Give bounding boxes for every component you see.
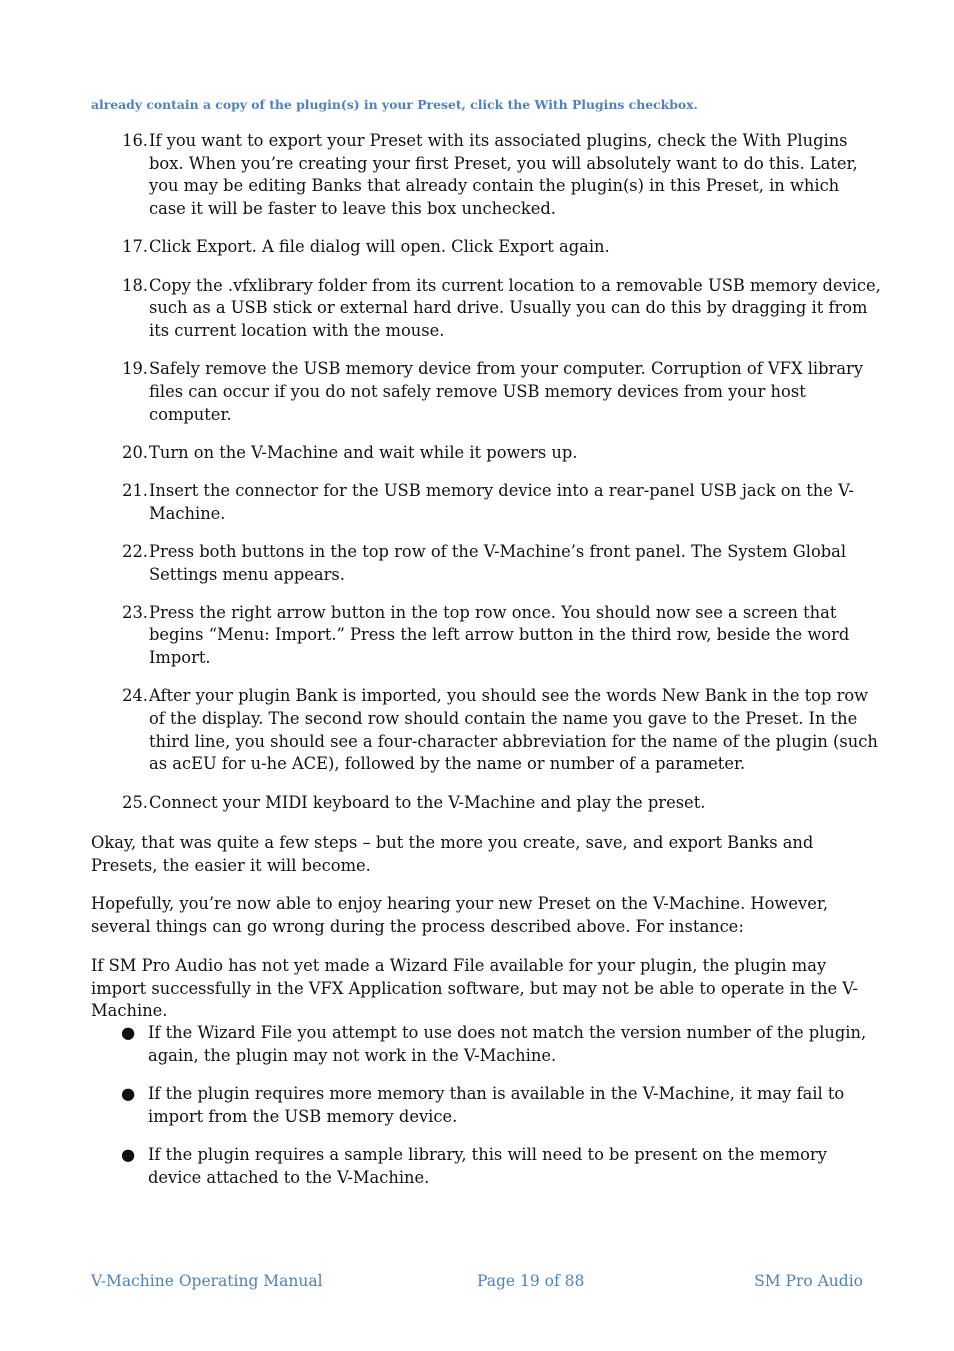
step-text: After your plugin Bank is imported, you should see the words New Bank in the top row of the display. The second row should contain the name you gave to the Preset. In the third line, you should see a four-character abbreviation for the name of the plugin (such as acEU for u-he ACE), followed by the name or number of a parameter. [149, 686, 878, 774]
step-text: Press both buttons in the top row of the V-Machine’s front panel. The System Global Settings menu appears. [149, 541, 847, 584]
list-item [91, 541, 881, 586]
footer-page-number: Page 19 of 88 [477, 1272, 585, 1290]
step-number: 24. [122, 686, 148, 706]
numbered-steps-list [91, 130, 881, 830]
bullet-list [91, 1022, 881, 1205]
bullet-text: If the Wizard File you attempt to use does not match the version number of the plugin, again, the plugin may not work in the V-Machine. [148, 1023, 867, 1065]
list-item [91, 442, 881, 465]
list-item [91, 602, 881, 670]
bullet-icon: ● [121, 1083, 136, 1103]
step-number: 17. [122, 237, 148, 257]
step-text: Connect your MIDI keyboard to the V-Machine and play the preset. [149, 792, 706, 812]
step-number: 16. [122, 131, 148, 150]
list-item [91, 236, 881, 259]
step-number: 23. [122, 602, 148, 622]
step-text: Safely remove the USB memory device from your computer. Corruption of VFX library files can occur if you do not safely remove USB memory devices from your host computer. [149, 359, 864, 424]
step-number: 21. [122, 480, 148, 500]
body-paragraphs [91, 832, 881, 1039]
step-text: Press the right arrow button in the top row once. You should now see a screen that begins “Menu: Import.” Press the left arrow button in the third row, beside the word Import. [149, 602, 850, 668]
bullet-text: If the plugin requires more memory than is available in the V-Machine, it may fail to import from the USB memory device. [148, 1083, 845, 1126]
footer-manual-title: V-Machine Operating Manual [91, 1272, 323, 1290]
page-footer [91, 1272, 863, 1294]
list-item [91, 275, 881, 343]
step-number: 22. [122, 541, 148, 561]
step-number: 20. [122, 442, 148, 462]
paragraph: If SM Pro Audio has not yet made a Wizard File available for your plugin, the plugin may import successfully in the VFX Application software, but may not be able to operate in the V-Machine. [91, 955, 859, 1021]
list-item [91, 130, 881, 221]
step-number: 25. [122, 792, 148, 812]
list-item [91, 1022, 881, 1067]
paragraph: Okay, that was quite a few steps – but the more you create, save, and export Banks and Presets, the easier it will become. [91, 833, 814, 875]
paragraph: Hopefully, you’re now able to enjoy hearing your new Preset on the V-Machine. However, several things can go wrong during the process described above. For instance: [91, 894, 828, 937]
step-number: 19. [122, 359, 148, 379]
step-text: Click Export. A file dialog will open. Click Export again. [149, 237, 610, 257]
list-item [91, 1083, 881, 1128]
list-item [91, 792, 881, 815]
step-text: Insert the connector for the USB memory device into a rear-panel USB jack on the V-Machine. [149, 480, 854, 523]
list-item [91, 480, 881, 525]
list-item [91, 1144, 881, 1189]
bullet-text: If the plugin requires a sample library, this will need to be present on the memory device attached to the V-Machine. [148, 1144, 827, 1187]
figure-caption: already contain a copy of the plugin(s) in your Preset, click the With Plugins checkbox. [91, 97, 698, 112]
step-text: Copy the .vfxlibrary folder from its current location to a removable USB memory device, such as a USB stick or external hard drive. Usually you can do this by dragging it from its current location with the mouse. [149, 275, 881, 340]
step-text: Turn on the V-Machine and wait while it powers up. [149, 442, 578, 462]
list-item [91, 685, 881, 776]
bullet-icon: ● [121, 1023, 136, 1042]
step-number: 18. [122, 275, 148, 295]
step-text: If you want to export your Preset with its associated plugins, check the With Plugins box. When you’re creating your first Preset, you will absolutely want to do this. Later, you may be editing Banks that already contain the plugin(s) in this Preset, in which case it will be faster to leave this box unchecked. [149, 131, 858, 219]
footer-company: SM Pro Audio [754, 1272, 863, 1290]
list-item [91, 358, 881, 426]
bullet-icon: ● [121, 1144, 136, 1164]
